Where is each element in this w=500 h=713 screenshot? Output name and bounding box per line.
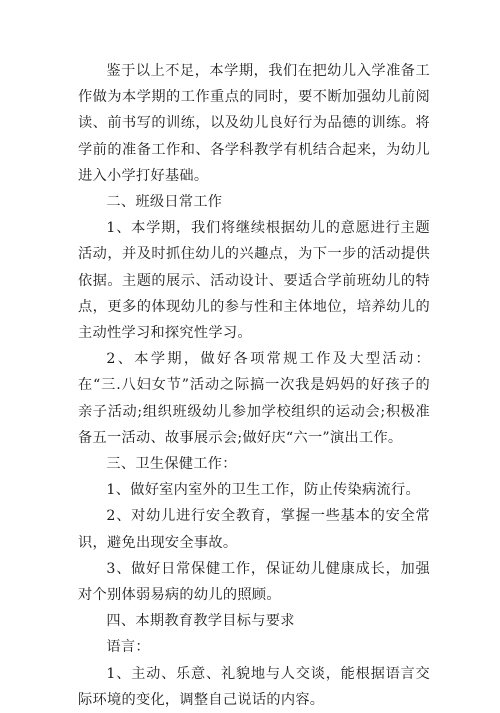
paragraph-daily-work-1: 1、本学期，我们将继续根据幼儿的意愿进行主题活动，并及时抓住幼儿的兴趣点，为下一步的活动提供依据。主题的展示、活动设计、要适合学前班幼儿的特点，更多的体现幼儿的参与性和主体地位，培养幼儿的主动性学习和探究性学习。	[78, 220, 430, 342]
document-body	[78, 58, 430, 713]
paragraph-intro: 鉴于以上不足，本学期，我们在把幼儿入学准备工作做为本学期的工作重点的同时，要不断加强幼儿前阅读、前书写的训练，以及幼儿良好行为品德的训练。将学前的准备工作和、各学科教学有机结合起来，为幼儿进入小学打好基础。	[78, 63, 430, 184]
section-heading-health: 三、卫生保健工作：	[106, 456, 237, 473]
section-heading-daily-work: 二、班级日常工作	[106, 194, 223, 211]
paragraph-health-1: 1、做好室内室外的卫生工作，防止传染病流行。	[106, 482, 420, 499]
paragraph-daily-work-2: 2、本学期，做好各项常规工作及大型活动：在“三.八妇女节”活动之际搞一次我是妈妈的好孩子的亲子活动;组织班级幼儿参加学校组织的运动会;积极准备五一活动、故事展示会;做好庆“六一”演出工作。	[78, 351, 430, 446]
paragraph-health-3: 3、做好日常保健工作，保证幼儿健康成长，加强对个别体弱易病的幼儿的照顾。	[78, 560, 430, 604]
subheading-language: 语言：	[106, 639, 150, 656]
section-heading-goals: 四、本期教育教学目标与要求	[106, 613, 295, 630]
paragraph-health-2: 2、对幼儿进行安全教育，掌握一些基本的安全常识，避免出现安全事故。	[78, 508, 430, 551]
paragraph-language-1: 1、主动、乐意、礼貌地与人交谈，能根据语言交际环境的变化，调整自己说话的内容。	[78, 665, 430, 708]
